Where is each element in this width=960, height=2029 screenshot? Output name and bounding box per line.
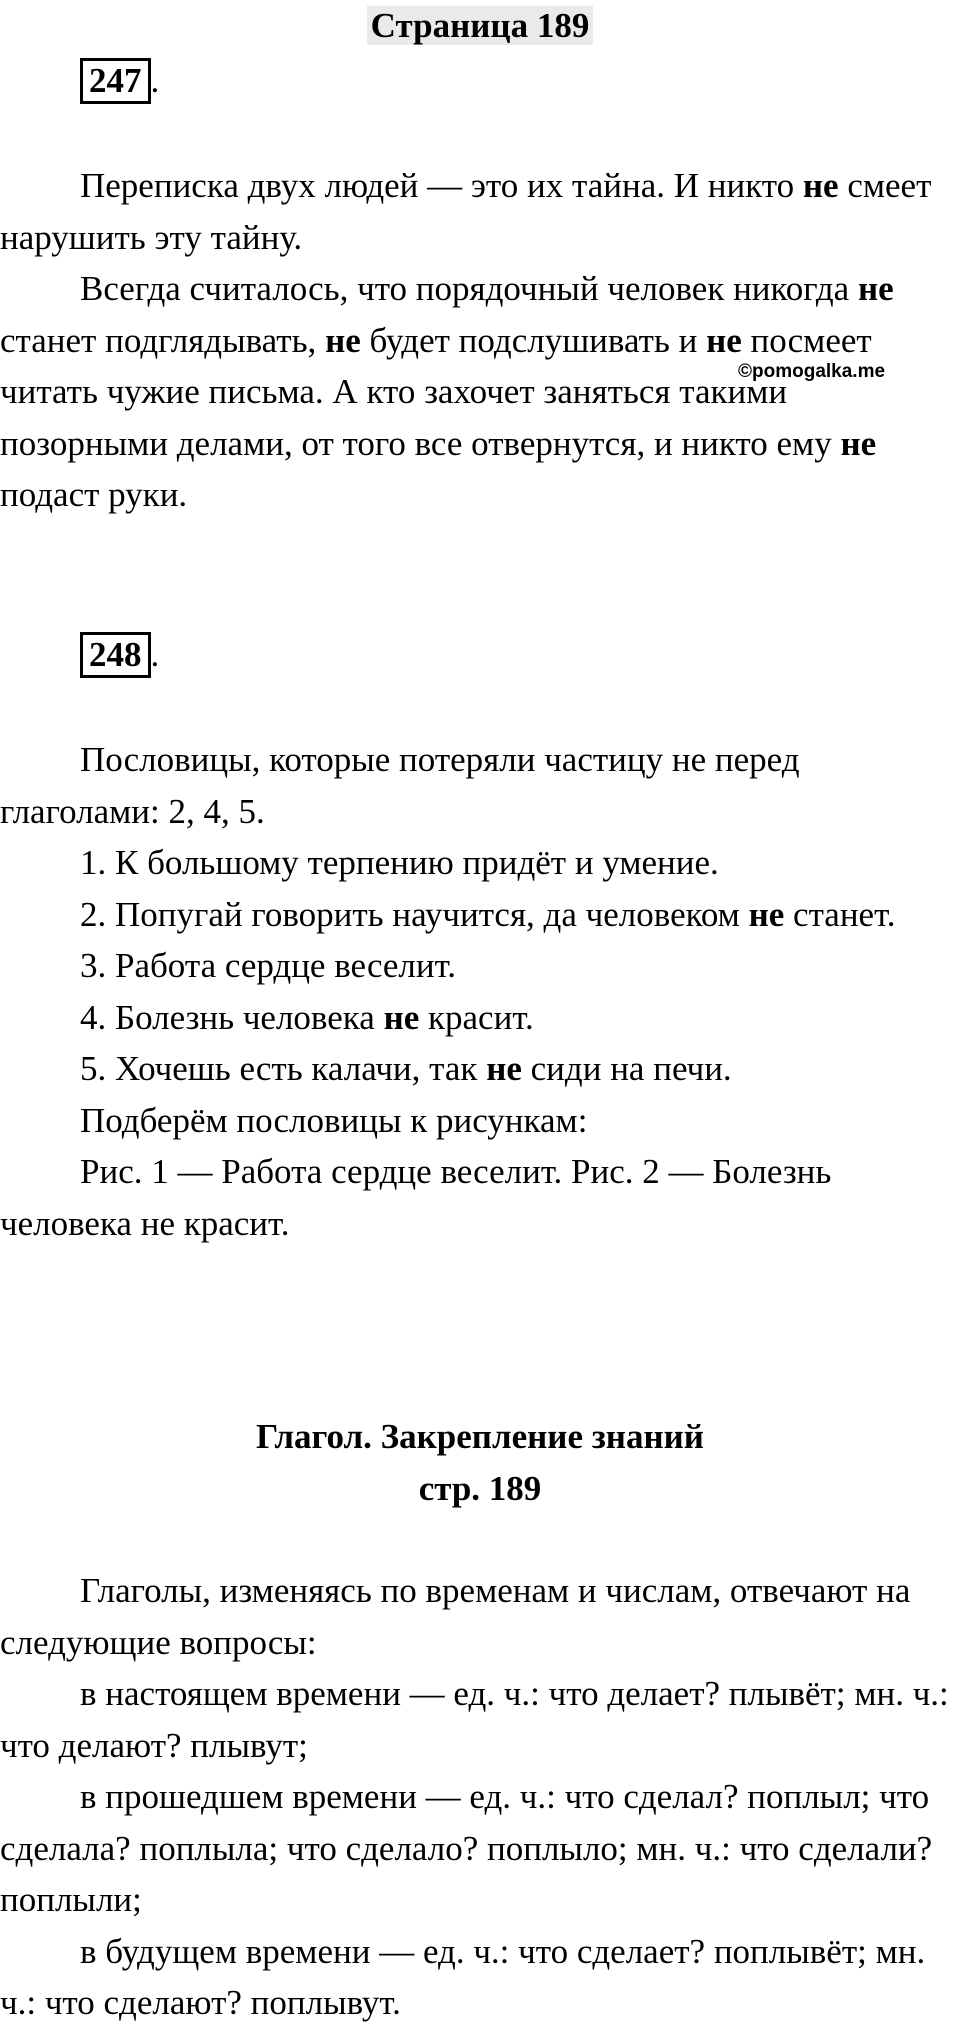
proverb-item: 3. Работа сердце веселит. bbox=[80, 946, 457, 985]
paragraph: в настоящем времени — ед. ч.: что делает? плывёт; мн. ч.: что делают? плывут; bbox=[0, 1674, 949, 1765]
paragraph: Всегда считалось, что порядочный человек никогда не станет подглядывать, не будет подслушивать и не посмеет читать чужие письма. А кто захочет заняться такими позорными делами, от того все отвернутся, и никто ему не подаст руки. bbox=[0, 269, 894, 514]
exercise-248-text bbox=[0, 734, 960, 1249]
exercise-248-number: 248 . bbox=[80, 632, 159, 678]
exercise-number-box: 247 bbox=[80, 58, 151, 104]
paragraph: Подберём пословицы к рисункам: bbox=[80, 1100, 588, 1140]
exercise-number-box: 248 bbox=[80, 632, 151, 678]
proverb-item: 4. Болезнь человека не красит. bbox=[80, 997, 534, 1037]
paragraph: Пословицы, которые потеряли частицу не перед глаголами: 2, 4, 5. bbox=[0, 740, 800, 831]
watermark: ©pomogalka.me bbox=[738, 361, 886, 382]
proverb-item: 2. Попугай говорить научится, да человеком не станет. bbox=[80, 894, 896, 934]
paragraph: Рис. 1 — Работа сердце веселит. Рис. 2 — Болезнь человека не красит. bbox=[0, 1152, 832, 1243]
section-text bbox=[0, 1565, 960, 2029]
section-title: Глагол. Закрепление знаний bbox=[256, 1417, 704, 1456]
page-title-text: Страница 189 bbox=[367, 6, 594, 45]
exercise-247-number: 247 . bbox=[80, 58, 159, 104]
proverb-item: 5. Хочешь есть калачи, так не сиди на печи. bbox=[80, 1049, 732, 1088]
proverb-item: 1. К большому терпению придёт и умение. bbox=[80, 843, 719, 882]
paragraph: Глаголы, изменяясь по временам и числам, отвечают на следующие вопросы: bbox=[0, 1571, 911, 1662]
page-title bbox=[0, 4, 960, 48]
paragraph: в прошедшем времени — ед. ч.: что сделал? поплыл; что сделала? поплыла; что сделало? поплыло; мн. ч.: что сделали? поплыли; bbox=[0, 1777, 933, 1919]
paragraph: в будущем времени — ед. ч.: что сделает? поплывёт; мн. ч.: что сделают? поплывут. bbox=[0, 1931, 926, 2022]
section-subtitle: стр. 189 bbox=[418, 1469, 542, 1508]
paragraph: Переписка двух людей — это их тайна. И никто не смеет нарушить эту тайну. bbox=[0, 166, 932, 257]
exercise-247-text bbox=[0, 160, 960, 521]
